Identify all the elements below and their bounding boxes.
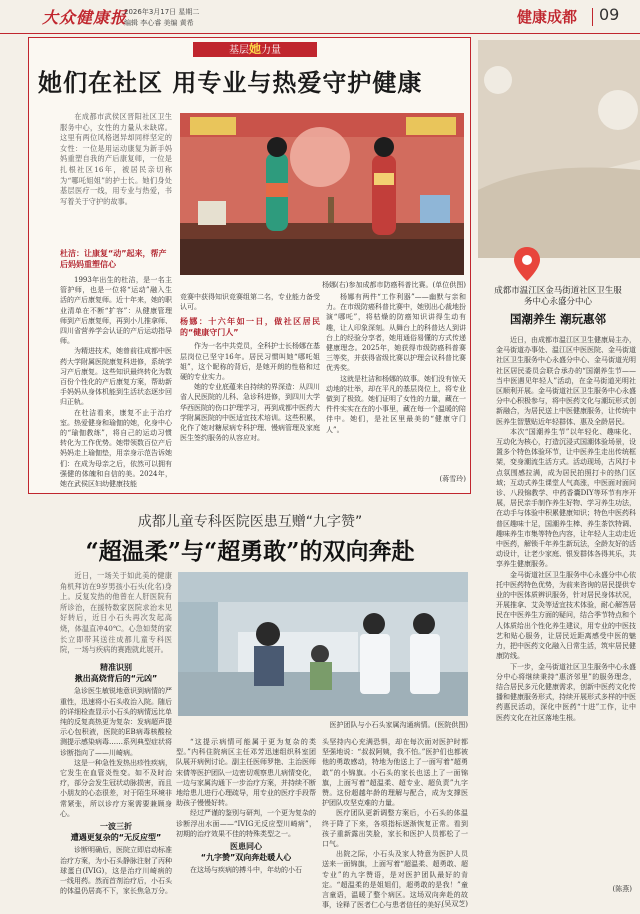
- sec3-sub: “九字赞”双向奔赴暖人心: [200, 853, 292, 863]
- kicker-post: 力量: [261, 45, 281, 56]
- location-pin-icon: [514, 247, 540, 281]
- s2c1-p1: 急诊医生敏锐地意识到病情的严重性，迅速将小石头收治入院。随后的详细检查显示小石头的病情远比单纯的反复高热更为复杂：发病超声提示心包积液，医院的EB病毒核酸检测提示感染病毒……系列典型症状将诊断指向了——川崎病。: [60, 687, 172, 757]
- story1-photo: [180, 113, 464, 275]
- story1-col1: [60, 275, 172, 490]
- col1-p3: 在杜洁看来，康复不止于治疗室。热爱健身和瑜伽的她，化身中心的“瑜伽教练”，将自己的运动习惯转化为工作优势。她带领数百位产后妈妈走上瑜伽垫，用亲身示范告诉她们：在成为母亲之后，依然可以拥有强健的体魄和自信的美。2024年，她在武侯区妇幼健康技能: [60, 408, 172, 489]
- s2c3-p3: 出院之际，小石头及家人特意为医护人员送来一面锦旗，上面写着“超温柔、超勇敢、超专业”的九字赞语，是对医护团队最好的肯定。“超温柔的是姐姐们，超勇敢的是我！”童言童语，温暖了整个病区。这场双向奔赴的故事，诠释了医者仁心与患者信任的美好。: [322, 850, 468, 910]
- sec3-title: 医患同心: [230, 842, 262, 852]
- sidebar-p4: 下一步，金马街道社区卫生服务中心永盛分中心将继续秉持“惠济邻里”的服务理念，结合居民多元化健康需求，创新中医药文化传播和健康服务形式，持续开展形式多样的中医药惠民活动，深化中医药“十进”工作，让中医药文化在社区落地生根。: [496, 662, 636, 722]
- location-graphic: [478, 40, 640, 258]
- col3-p1: 杨娜有两件“工作利器”——幽默与亲和力。在市级防癌科普比赛中，她别出心裁地扮演“哪吒”，将枯燥的防癌知识讲得生动有趣，让人印象深刻。从舞台上的科普达人到讲台上的经验分享者，她用通俗易懂的方式传递健康理念。2025年，她获得市级防癌科普赛三等奖，并获得省级比赛以护理会议科普比赛优秀奖。: [326, 293, 466, 373]
- col2-p2: 她的专业底蕴来自持续的界深造：从四川省人民医院的儿科、急诊科进修，到四川大学华西医院的伤口护理学习，再到成都中医药大学附属医院的中医适宜技术培训。这些积累，化作了她对糖尿病专科护理、慢病管理及家庭医生签约服务的从容应对。: [180, 383, 320, 443]
- story1-photo-caption: 杨娜(右)参加成都市防癌科普比赛。(单位供图): [322, 281, 466, 289]
- sidebar-photo: [478, 40, 640, 258]
- s2c2-p2: 经过严谨的鉴别与研判，一个更为复杂的诊断浮出水面——“IVIG无反应型川崎病”，初期的治疗效果不佳的特殊类型之一。: [176, 809, 316, 838]
- sidebar-p3: 金马街道社区卫生服务中心永盛分中心依托中医药特色优势，为前来咨询的居民提供专业的中医体质辨识服务，针对居民身体状况，开展推拿、艾灸等适宜技术体验，耐心解答居民在中医养生方面的疑问，结合季节特点和个人体质给出个性化养生建议，用专业的中医技艺和贴心服务，让居民近距离感受中医的魅力，把中医药文化融入日常生活，筑牢居民健康防线。: [496, 570, 636, 661]
- story1-headline: 她们在社区 用专业与热爱守护健康: [38, 68, 423, 97]
- header: [0, 0, 640, 34]
- performance-photo: [180, 113, 464, 275]
- hospital-photo: [178, 572, 468, 716]
- s2c3-p2: 医疗团队更新调整方案后，小石头的体温终于降了下来，各项指标逐渐恢复正常。看到孩子重新露出笑脸，家长和医护人员都松了一口气。: [322, 809, 468, 849]
- sidebar-org: 成都市温江区金马街道社区卫生服务中心永盛分中心: [494, 286, 622, 307]
- story2-headline: “超温柔”与“超勇敢”的双向奔赴: [85, 538, 415, 565]
- s2c2-p3: 在这场与疾病的搏斗中，年幼的小石: [190, 866, 302, 875]
- sidebar-p1: 近日，由成都市温江区卫生健康局主办，金马街道办事处、温江区中医医院、金马街道社区卫生服务中心永盛分中心、金马街道光明社区居民委员会联合承办的“国潮养生节——当中医遇见年轻人”活动，在金马街道光明社区顺利开展。金马街道社区卫生服务中心永盛分中心积极参与，将中医药文化与潮玩形式创新融合，为居民送上中医健康服务，让传统中医养生智慧贴近年轻群体、惠及全龄居民。: [496, 336, 636, 426]
- story1-col3: [326, 292, 466, 466]
- story1-subhead-dujie: 杜洁：让康复“动”起来，帮产后妈妈重塑信心: [60, 249, 167, 269]
- sidebar-p2: 本次“国潮养生节”以年轻化、趣味化、互动化为核心，打造沉浸式国潮体验场景，设置多个特色体验环节，让中医养生走出传统框架，变身潮流生活方式。活动现场，古风打卡点氛围感拉满，成为居民拍照打卡的热门区域；互动式养生课堂人气高涨，中医面对面问诊、八段锦教学、中药香囊DIY等环节有序开展，居民亲手制作养生好物、学习养生功法，在动手与体验中积累健康知识；特色中医药科普区趣味十足，国潮养生棒、养生茶饮特调、趣味养生市集等特色内容，让年轻人主动走近中医药，解锁千年养生新玩法，全龄友好的活动设计，让老少家庭、银发群体各得其乐，共享养生健康服务。: [496, 427, 636, 569]
- col3-p2: 这就是杜洁和杨娜的故事。她们没有惊天动地的壮举，却在平凡的基层岗位上，将专业做到了极致。她们证明了女性的力量，藏在一件件实实在在的小事里，藏在每一个温暖的陪伴中。她们，是社区里最美的“健康守门人”。: [326, 374, 466, 434]
- story2-byline: (吴双芝): [441, 900, 468, 908]
- editor-credits: 编辑 李心睿 美编 黄希: [124, 19, 194, 27]
- kicker-em: 她: [248, 42, 261, 56]
- sec1-title: 精准识别: [100, 663, 132, 672]
- story2-col1: [60, 660, 172, 910]
- story1-subhead-yangna: 杨娜：十六年如一日，做社区居民的“健康守门人”: [180, 317, 320, 338]
- col1-p1: 1993年出生的杜洁，是一名主管护师，也是一位将“运动”融入生活的产后康复师。近十年来，她的职业清单在不断“扩容”：从健康管理师到产后康复师，再到小儿推拿师、四川省营养学会认证的产后运动指导师。: [60, 276, 172, 346]
- col1-p2: 为精进技术，她曾前往成都中医药大学附属医院康复科进修，系统学习产后康复。这些知识最终转化为数百份个性化的产后康复方案，帮助新手妈妈从身体机能到生活状态逐步回归正轨。: [60, 347, 172, 407]
- s2c1-p2: 这是一种急性发热出疹性疾病，它发生在血管炎性变。如不及时治疗，部分会发生冠状动脉损害，而且小朋友的心态很差，对于陌生环境非常紧张，所以诊疗方案需要兼顾身心。: [60, 758, 172, 818]
- story1-lead: 在成都市武侯区晋阳社区卫生服务中心，女性的力量从未缺席。这里有两位风格迥异却同样坚定的女性：一位是用运动康复为新手妈妈重塑自我的产后康复师，一位是扎根社区16年，被居民亲切称为“哪吒姐姐”的护士长。她们身处基层医疗一线，用专业与热爱，书写着关于守护的故事。: [60, 112, 172, 206]
- s2c2-p1: “这提示病情可能属于更为复杂的类型。”内科住院病区主任邓芳迅速组织科室团队展开病例讨论。副主任医师罗艳、主治医师宋倩等医护团队一边密切观察患儿病情变化，一边与家属沟通下一步治疗方案，并持续不断地给患儿进行心理疏导，用专业的医疗手段帮助孩子慢慢好转。: [176, 738, 316, 808]
- story1-col2: [180, 292, 320, 490]
- story2-photo: [178, 572, 468, 716]
- col2-p0: 竞赛中获得知识竞赛组第二名，专业能力备受认可。: [180, 293, 320, 312]
- section-name: 健康成都: [517, 8, 578, 26]
- issue-date: 2026年3月17日 星期二: [124, 8, 200, 16]
- sec2-sub: 遭遇更复杂的“无反应型”: [70, 833, 162, 843]
- story2-lead: 近日，一场关于如此美的健康角机拜访在9岁男孩小石头(化名)身上。反复发热的他曾在人肝医院有所诊治，在援特数家医院求治未见好转后，近日小石头再次发起高烧，体温直冲40℃。心急如焚的家长立即带其送往成都儿童专科医院，一场与疾病的赛跑就此展开。: [60, 571, 172, 655]
- col2-p1: 作为一名中共党员，全科护士长杨娜在基层岗位已坚守16年。居民习惯叫她“哪吒姐姐”，这个昵称的背后，是她开朗的性格和过硬的专业实力。: [180, 342, 320, 382]
- page-number: 09: [599, 5, 620, 24]
- story2-col2: [176, 737, 316, 911]
- story2-photo-caption: 医护团队与小石头家属沟通病情。(医院供图): [329, 721, 468, 729]
- header-divider: [592, 8, 593, 26]
- sidebar-headline: 国潮养生 潮玩惠邻: [509, 312, 606, 326]
- story1-byline: (蒋雪玲): [439, 475, 466, 483]
- kicker-pre: 基层: [228, 45, 249, 56]
- masthead: 大众健康报: [42, 8, 128, 27]
- story2-kicker: 成都儿童专科医院医患互赠“九字赞”: [137, 514, 363, 530]
- sidebar-byline: (陈燕): [612, 885, 632, 893]
- sec1-sub: 揪出高烧背后的“元凶”: [74, 674, 158, 684]
- sidebar-body: [496, 335, 636, 891]
- s2c3-p1: 头坚持内心充满恐惧，却在每次面对医护时都坚强地说：“叔叔阿姨，我不怕。”医护们也都被他的勇敢感动，特地为他送上了一面写着“超勇敢”的小锦旗。小石头的家长也送上了一面锦旗，上面写着“超温柔、超专业、超负责”九字赞。这份超越年龄的理解与配合，成为支撑医护团队攻坚克难的力量。: [322, 738, 468, 808]
- story1-kicker: [193, 42, 317, 57]
- sec2-title: 一波三折: [100, 822, 132, 832]
- s2c1-p3: 诊断明确后，医院立即启动标准治疗方案，为小石头静脉注射了丙种球蛋白(IVIG)，这是治疗川崎病的一线用药。然而首剂治疗后，小石头的体温仍居高不下，家长焦急万分。: [60, 846, 172, 896]
